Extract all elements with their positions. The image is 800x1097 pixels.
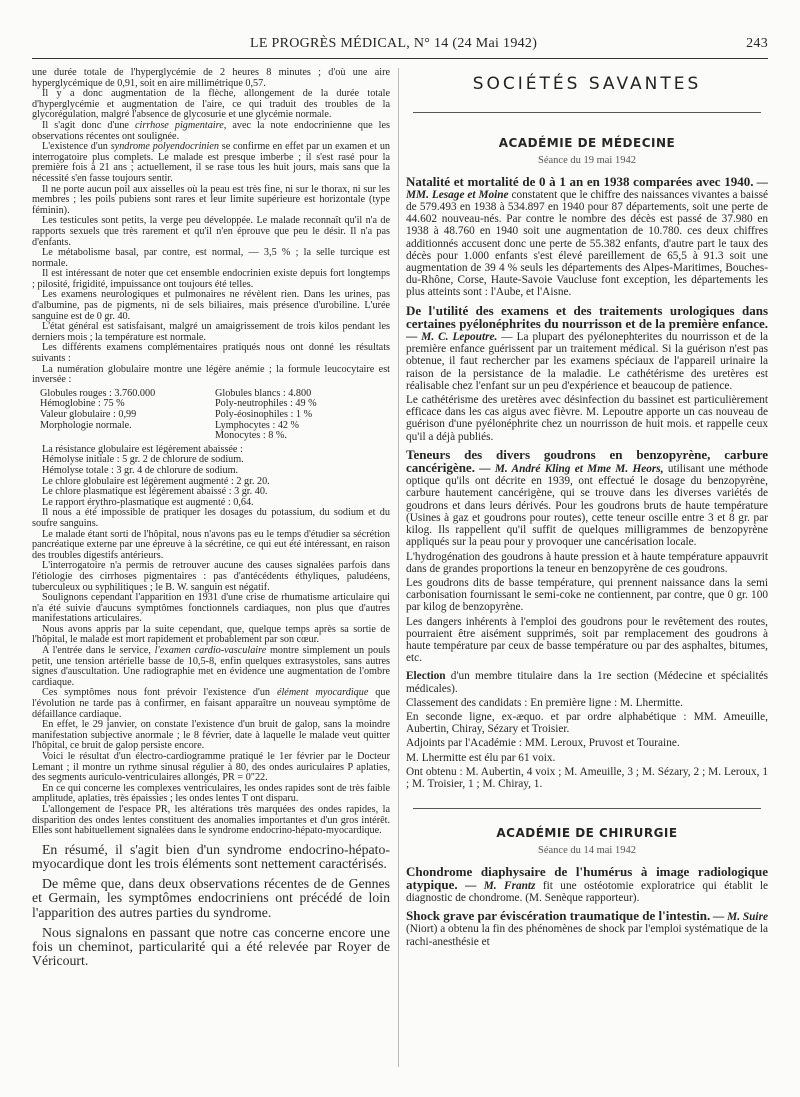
resistance-item: Hémolyse totale : 3 gr. 4 de chlorure de sodium. <box>42 464 239 476</box>
resistance-item: Le chlore plasmatique est légèrement abaissé : 3 gr. 40. <box>42 486 268 498</box>
blood-value: Valeur globulaire : 0,99 <box>40 409 137 420</box>
resistance-item: Hémolyse initiale : 5 gr. 2 de chlorure de sodium. <box>42 454 244 466</box>
paragraph: une durée totale de l'hyperglycémie de 2 heures 8 minutes ; d'où une aire hyperglycémique de 0,91, soit en aire millimétrique 0,57. <box>32 68 390 89</box>
resistance-item: Le chlore globulaire est légèrement augmenté : 2 gr. 20. <box>42 475 270 487</box>
article-shock: Shock grave par éviscération traumatique de l'intestin. — M. Suire (Niort) a obtenu la fin des phénomènes de shock par l'emploi systématique de la rachi-anesthésie et <box>406 908 768 948</box>
academy-heading-medicine: ACADÉMIE DE MÉDECINE <box>498 136 676 151</box>
blood-count-left <box>40 389 215 442</box>
article-natalite: Natalité et mortalité de 0 à 1 an en 1938 comparées avec 1940. — MM. Lesage et Moine constatent que le chiffre des naissances vivantes a baissé de 579.493 en 1938 à 534.897 en 1940 pour 87 départements, soit une perte de 44.602 nouveau-nés. Par contre le nombre des décès est passé de 37.980 en 1938 à 48.760 en 1940 soit une augmentation de 10.780. ces deux chiffres additionnés accusent donc une perte de 55.382 enfants, d'autre part le taux des décès pour 1.000 enfants s'est élevé pareillement de 65,5 à 91.3 soit une augmentation de 39 4 % seuls les départements des Alpes-Maritimes, Bouches-du-Rhône, Corse, Haute-Savoie Vaucluse font exception, les départements les plus atteints sont : l'Aube, et l'Aisne. <box>406 173 768 299</box>
paragraph: Il nous a été impossible de pratiquer les dosages du potassium, du sodium et du soufre sanguins. <box>32 507 390 529</box>
paragraph: Il est intéressant de noter que cet ensemble endocrinien existe depuis fort longtemps ; pilosité, frigidité, impuissance ont toujours été telles. <box>32 268 390 290</box>
academy-heading-surgery: ACADÉMIE DE CHIRURGIE <box>496 826 678 841</box>
paragraph: La numération globulaire montre une légère anémie ; la formule leucocytaire est inversée : <box>32 363 390 386</box>
blood-count-right <box>215 389 390 442</box>
paragraph: Adjoints par l'Académie : MM. Leroux, Pruvost et Touraine. <box>406 737 680 750</box>
paragraph: L'interrogatoire n'a permis de retrouver aucune des causes signalées parfois dans l'étiologie des cirrhoses pigmentaires : pas d'antécédents éthyliques, paludéens, tuberculeux ou syphilitiques ; le B. W. sanguin est négatif. <box>32 560 390 593</box>
column-divider <box>398 68 399 1067</box>
blood-value: Morphologie normale. <box>40 419 132 431</box>
article-chondrome: Chondrome diaphysaire de l'humérus à image radiologique atypique. — M. Frantz fit une ostéotomie exploratrice qui établit le diagnostic de chondrome. (M. Senèque rapporteur). <box>406 863 768 904</box>
paragraph: Il s'agit donc d'une cirrhose pigmentaire, avec la note endocrinienne que les observations récentes ont soulignée. <box>32 119 390 142</box>
paragraph: Les goudrons dits de basse température, qui prennent naissance dans la semi carbonisation fournissant le semi-coke ne contiennent, par contre, que 0 gr. 100 par kilog de benzopyrène. <box>406 576 768 614</box>
header-rule <box>32 58 768 59</box>
paragraph: Nous avons appris par la suite cependant, que, quelque temps après sa sortie de l'hôpital, le malade est mort rapidement et probablement par son cœur. <box>32 623 390 646</box>
paragraph: M. Lhermitte est élu par 61 voix. <box>406 751 556 764</box>
paragraph: En ce qui concerne les complexes ventriculaires, les ondes rapides sont de très faible amplitude, aplaties, très épaissies ; les ondes lentes T ont disparu. <box>32 782 390 805</box>
session-date: Séance du 19 mai 1942 <box>538 155 636 167</box>
article-goudrons: Teneurs des divers goudrons en benzopyrène, carbure cancérigène. — M. André Kling et Mme M. Heors, utilisant une méthode optique qu'ils ont décrite en 1939, ont effectué le dosage du benzopyrène, carbure hautement cancérigène, qui se trouve dans les diverses variétés de goudrons et dans leurs dérivés. Pour les goudrons bruts de haute température (Usines à gaz et goudrons pour routes), cette teneur oscille entre 3 et 8 gr. par kilog. Ils rappellent qu'il suffit de quelques milligrammes de benzopyrène appliqués sur la peau pour y provoquer une cancérisation locale. <box>406 446 768 549</box>
resistance-list <box>32 455 390 508</box>
election-notice: Election d'un membre titulaire dans la 1re section (Médecine et spécialités médicales). <box>406 670 768 695</box>
blood-value: Monocytes : 8 %. <box>215 430 287 442</box>
paragraph: Le métabolisme basal, par contre, est normal, — 3,5 % ; la selle turcique est normale. <box>32 247 390 269</box>
paragraph: A l'entrée dans le service, l'examen cardio-vasculaire montre simplement un pouls petit, une tension artérielle basse de 10,5-8, enfin quelques extrasystoles, sans autres signes d'auscultation. Une radiographie met en évidence une augmentation de l'ombre cardiaque. <box>32 645 390 688</box>
paragraph: Le malade étant sorti de l'hôpital, nous n'avons pas eu le temps d'étudier sa sécrétion pancréatique externe par une épreuve à la sécrétine, ce qui eut été intéressant, en raison des troubles digestifs antérieurs. <box>32 528 390 561</box>
right-column <box>406 68 768 1087</box>
resistance-item: Le rapport érythro-plasmatique est augmenté : 0,64. <box>42 496 254 508</box>
blood-count-table <box>40 389 390 442</box>
article-urologie: De l'utilité des examens et des traitements urologiques dans certaines pyélonéphrites du nourrisson et de la première enfance. — M. C. Lepoutre. — La plupart des pyélonephterites du nourrisson et de la première enfance guérissent par un traitement médical. Si la guérison n'est pas obtenue, il faut rechercher par les examens spéciaux de l'appareil urinaire la raison de la persistance de la maladie. Le cathétérisme des uretères est réalisable chez l'enfant sur un peu d'expérience et beaucoup de patience. <box>406 302 768 392</box>
paragraph: L'allongement de l'espace PR, les altérations très marquées des ondes rapides, la disparition des ondes lentes constituent des anomalies importantes et d'un gros intérêt. Elles sont habituellement signalées dans le syndrome endocrino-hépato-myocardique. <box>32 803 390 837</box>
paragraph: En seconde ligne, ex-æquo. et par ordre alphabétique : MM. Ameuille, Aubertin, Chiray, Sézary et Troisier. <box>406 710 768 736</box>
paragraph: Voici le résultat d'un électro-cardiogramme pratiqué le 1er février par le Docteur Lemant ; il montre un rythme sinusal régulier à 80, des ondes auriculaires P aplaties, des segments auriculo-ventriculaires allongés, PR = 0"22. <box>32 751 390 784</box>
paragraph: Les différents examens complémentaires pratiqués nous ont donné les résultats suivants : <box>32 342 390 365</box>
session-date: Séance du 14 mai 1942 <box>538 845 636 857</box>
summary-paragraph: Nous signalons en passant que notre cas concerne encore une fois un cheminot, particularité qui a été relevée par Royer de Véricourt. <box>32 924 390 969</box>
paragraph: Les examens neurologiques et pulmonaires ne révèlent rien. Dans les urines, pas d'albumine, pas de pigments, ni de sels biliaires, mais présence d'urobiline. L'urée sanguine est de 0 gr. 40. <box>32 289 390 322</box>
paragraph: Ces symptômes nous font prévoir l'existence d'un élément myocardique que l'évolution ne tarde pas à confirmer, en faisant apparaître un nouveau symptôme de défaillance cardiaque. <box>32 687 390 720</box>
paragraph: La résistance globulaire est légèrement abaissée : <box>42 443 243 455</box>
paragraph: L'état général est satisfaisant, malgré un amaigrissement de trois kilos pendant les derniers mois ; la température est normale. <box>32 321 390 343</box>
blood-value: Lymphocytes : 42 % <box>215 419 300 431</box>
paragraph: Les testicules sont petits, la verge peu développée. Le malade reconnaît qu'il n'a de rapports sexuels que très rarement et qu'il n'en éprouve que peu le désir. Il n'a pas d'enfants. <box>32 215 390 248</box>
summary-paragraph: De même que, dans deux observations récentes de de Gennes et Germain, les symptômes endocriniens ont précédé de loin l'apparition des autres parties du syndrome. <box>32 876 390 920</box>
paragraph: Soulignons cependant l'apparition en 1931 d'une crise de rhumatisme articulaire qui n'a été suivie d'aucuns symptômes fonctionnels cardiaques, non plus que d'autres manifestations articulaires. <box>32 592 390 625</box>
paragraph: L'existence d'un syndrome polyendocrinien se confirme en effet par un examen et un interrogatoire plus complets. Le malade est presque imberbe ; il s'est rasé pour la première fois à 21 ans ; actuellement, il se rase tous les huit jours, mais sans que la nécessité s'en fasse toujours sentir. <box>32 141 390 184</box>
paragraph: Les dangers inhérents à l'emploi des goudrons pour le revêtement des routes, pourraient être aisément supprimés, soit par remplacement des goudrons à haute température par ceux de basse température ou par des asphaltes, bitumes, etc. <box>406 615 768 665</box>
paragraph: Ont obtenu : M. Aubertin, 4 voix ; M. Ameuille, 3 ; M. Sézary, 2 ; M. Leroux, 1 ; M. Troisier, 1 ; M. Chiray, 1. <box>406 765 768 790</box>
paragraph: Le cathétérisme des uretères avec désinfection du bassinet est particulièrement efficace dans les cas aigus avec fièvre. M. Lepoutre apporte un cas nouveau de guérison d'une pyélonéphrite chez un nourrisson de huit mois. et rappelle ceux qu'il a déjà publiés. <box>406 394 768 443</box>
section-rule <box>413 808 761 809</box>
section-title: SOCIÉTÉS SAVANTES <box>472 74 702 94</box>
blood-value: Globules rouges : 3.760.000 <box>40 387 156 399</box>
blood-value: Poly-neutrophiles : 49 % <box>215 398 317 410</box>
section-rule <box>413 112 761 113</box>
page-header <box>32 36 768 56</box>
left-column <box>32 68 390 1087</box>
paragraph: En effet, le 29 janvier, on constate l'existence d'un bruit de galop, sans la moindre manifestation subjective anormale ; le 8 février, date à laquelle le malade veut quitter l'hôpital, ce bruit de galop persiste encore. <box>32 719 390 752</box>
blood-value: Globules blancs : 4.800 <box>215 387 312 399</box>
paragraph: Classement des candidats : En première ligne : M. Lhermitte. <box>406 696 684 709</box>
paragraph: Il y a donc augmentation de la flèche, allongement de la durée totale d'hyperglycémie et augmentation de l'aire, ce qui traduit des troubles de la glycorégulation, malgré l'absence de glycosurie et une glycémie normale. <box>32 88 390 121</box>
paragraph: L'hydrogénation des goudrons à haute pression et à haute température appauvrit dans de grandes proportions la teneur en benzopyrène de ces goudrons. <box>406 550 768 575</box>
blood-value: Poly-éosinophiles : 1 % <box>215 409 313 420</box>
paragraph: Il ne porte aucun poil aux aisselles où la peau est très fine, ni sur le thorax, ni sur les membres ; les poils pubiens sont rares et leur limite supérieure est horizontale (type féminin). <box>32 183 390 216</box>
page-number: 243 <box>746 36 768 51</box>
summary-paragraph: En résumé, il s'agit bien d'un syndrome endocrino-hépato-myocardique dont les trois éléments sont nettement caractérisés. <box>32 841 390 871</box>
running-title: LE PROGRÈS MÉDICAL, N° 14 (24 Mai 1942) <box>250 36 538 51</box>
blood-value: Hémoglobine : 75 % <box>40 398 125 410</box>
